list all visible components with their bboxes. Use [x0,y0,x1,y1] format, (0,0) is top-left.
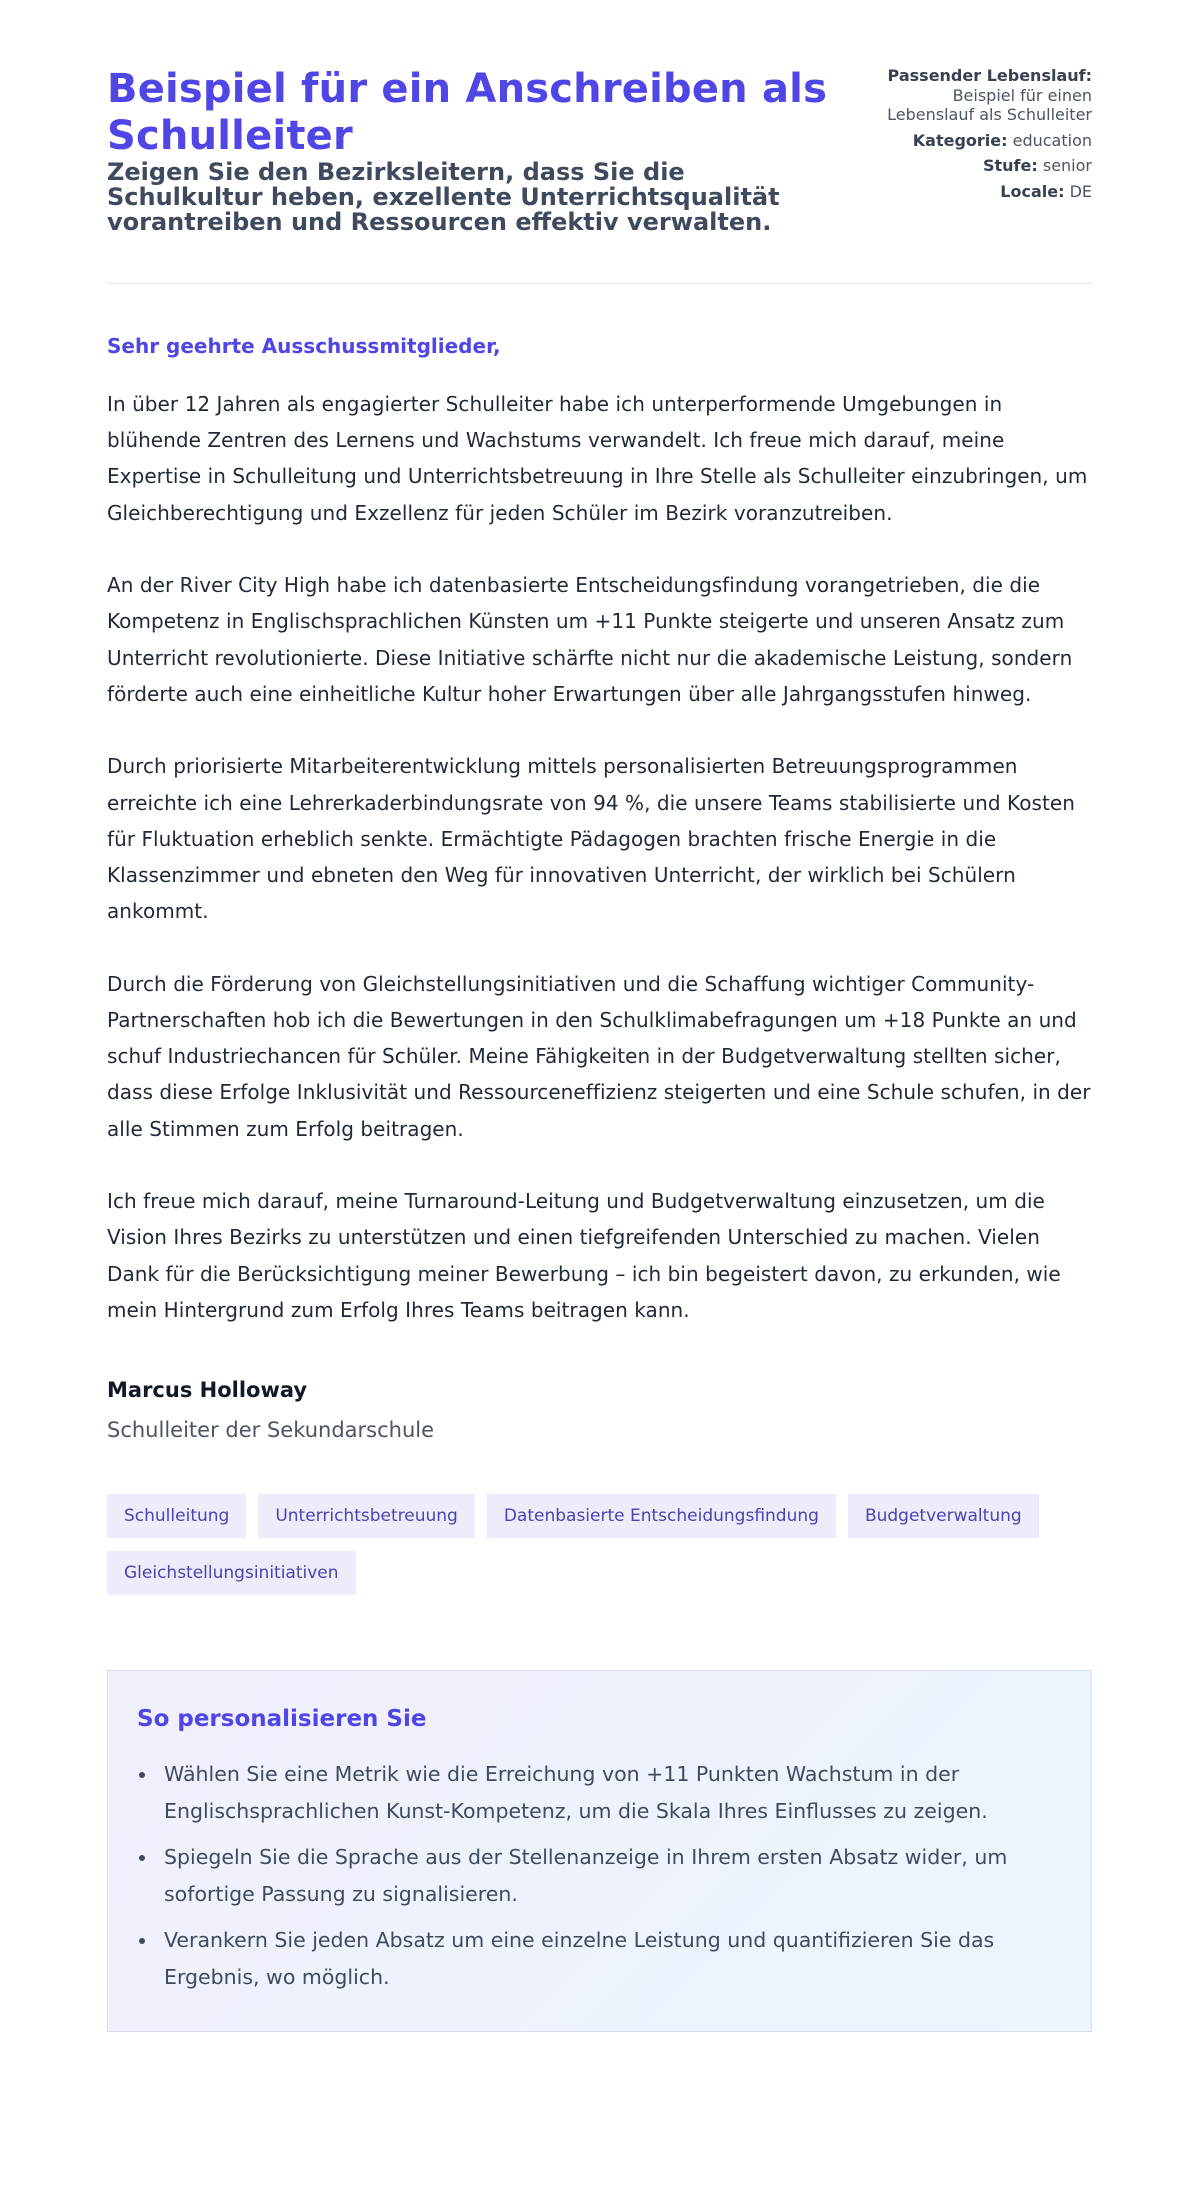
page-header [107,0,1092,284]
bullet-icon [139,1855,145,1861]
tag-schulleitung[interactable]: Schulleitung [107,1494,246,1538]
cover-letter-page [107,0,1092,2032]
tip-text: Spiegeln Sie die Sprache aus der Stellenanzeige in Ihrem ersten Absatz wider, um sofortige Passung zu signalisieren. [164,1845,1008,1906]
meta-level [862,156,1092,176]
header-title-block [107,66,837,235]
letter-paragraph: Ich freue mich darauf, meine Turnaround-Leitung und Budgetverwaltung einzusetzen, um die Vision Ihres Bezirks zu unterstützen und einen tiefgreifenden Unterschied zu machen. Vielen Dank für die Berücksichtigung meiner Bewerbung – ich bin begeistert davon, zu erkunden, wie mein Hintergrund zum Erfolg Ihres Teams beitragen kann. [107,1189,1061,1322]
personalization-tips [107,1670,1092,2032]
meta-value: education [1012,130,1092,150]
tip-text: Wählen Sie eine Metrik wie die Erreichung von +11 Punkten Wachstum in der Englischsprachlichen Kunst-Kompetenz, um die Skala Ihres Einflusses zu zeigen. [164,1762,988,1823]
letter-paragraphs [107,386,1092,1328]
bullet-icon [139,1938,145,1944]
skill-tags [107,1494,1092,1595]
meta-label: Locale: [1000,181,1065,201]
tip-item [137,1839,1062,1912]
tag-budgetverwaltung[interactable]: Budgetverwaltung [848,1494,1039,1538]
page-title: Beispiel für ein Anschreiben als Schulleiter [107,66,828,159]
bullet-icon [139,1772,145,1778]
tip-item [137,1922,1062,1995]
signature-block [107,1376,1092,1444]
meta-value: senior [1042,156,1092,175]
meta-matching-resume [862,66,1092,125]
letter-paragraph: Durch priorisierte Mitarbeiterentwicklung mittels personalisierten Betreuungsprogrammen erreichte ich eine Lehrerkaderbindungsrate von 94 %, die unsere Teams stabilisierte und Kosten für Fluktuation erheblich senkte. Ermächtigte Pädagogen brachten frische Energie in die Klassenzimmer und ebneten den Weg für innovativen Unterricht, der wirklich bei Schülern ankommt. [107,754,1075,924]
meta-value: Beispiel für einen Lebenslauf als Schulleiter [887,85,1092,124]
meta-locale [862,182,1092,202]
tip-item [137,1756,1062,1829]
meta-category [862,131,1092,151]
meta-value: DE [1069,181,1092,201]
signature-name: Marcus Holloway [107,1378,308,1403]
meta-label: Stufe: [982,156,1038,175]
tip-text: Verankern Sie jeden Absatz um eine einzelne Leistung und quantifizieren Sie das Ergebnis, wo möglich. [164,1928,995,1989]
tag-datenbasierte-entscheidungsfindung[interactable]: Datenbasierte Entscheidungsfindung [487,1494,836,1538]
tips-title: So personalisieren Sie [137,1706,427,1733]
tag-unterrichtsbetreuung[interactable]: Unterrichtsbetreuung [258,1494,475,1538]
meta-panel [862,66,1092,207]
tips-list [137,1756,1062,1995]
page-subtitle: Zeigen Sie den Bezirksleitern, dass Sie die Schulkultur heben, exzellente Unterrichtsqualität vorantreiben und Ressourcen effektiv verwalten. [107,158,780,236]
letter-paragraph: In über 12 Jahren als engagierter Schulleiter habe ich unterperformende Umgebungen in blühende Zentren des Lernens und Wachstums verwandelt. Ich freue mich darauf, meine Expertise in Schulleitung und Unterrichtsbetreuung in Ihre Stelle als Schulleiter einzubringen, um Gleichberechtigung und Exzellenz für jeden Schüler im Bezirk voranzutreiben. [107,392,1088,525]
meta-label: Passender Lebenslauf: [887,66,1092,85]
letter-paragraph: Durch die Förderung von Gleichstellungsinitiativen und die Schaffung wichtiger Community-Partnerschaften hob ich die Bewertungen in den Schulklimabefragungen um +18 Punkte an und schuf Industriechancen für Schüler. Meine Fähigkeiten in der Budgetverwaltung stellten sicher, dass diese Erfolge Inklusivität und Ressourceneffizienz steigerten und eine Schule schufen, in der alle Stimmen zum Erfolg beitragen. [107,971,1091,1141]
tag-gleichstellungsinitiativen[interactable]: Gleichstellungsinitiativen [107,1551,356,1595]
meta-label: Kategorie: [912,130,1008,150]
signature-title: Schulleiter der Sekundarschule [107,1418,435,1443]
letter-greeting: Sehr geehrte Ausschussmitglieder, [107,334,501,358]
letter-body [107,334,1092,1444]
letter-paragraph: An der River City High habe ich datenbasierte Entscheidungsfindung vorangetrieben, die die Kompetenz in Englischsprachlichen Künsten um +11 Punkte steigerte und unseren Ansatz zum Unterricht revolutionierte. Diese Initiative schärfte nicht nur die akademische Leistung, sondern förderte auch eine einheitliche Kultur hoher Erwartungen über alle Jahrgangsstufen hinweg. [107,573,1073,706]
